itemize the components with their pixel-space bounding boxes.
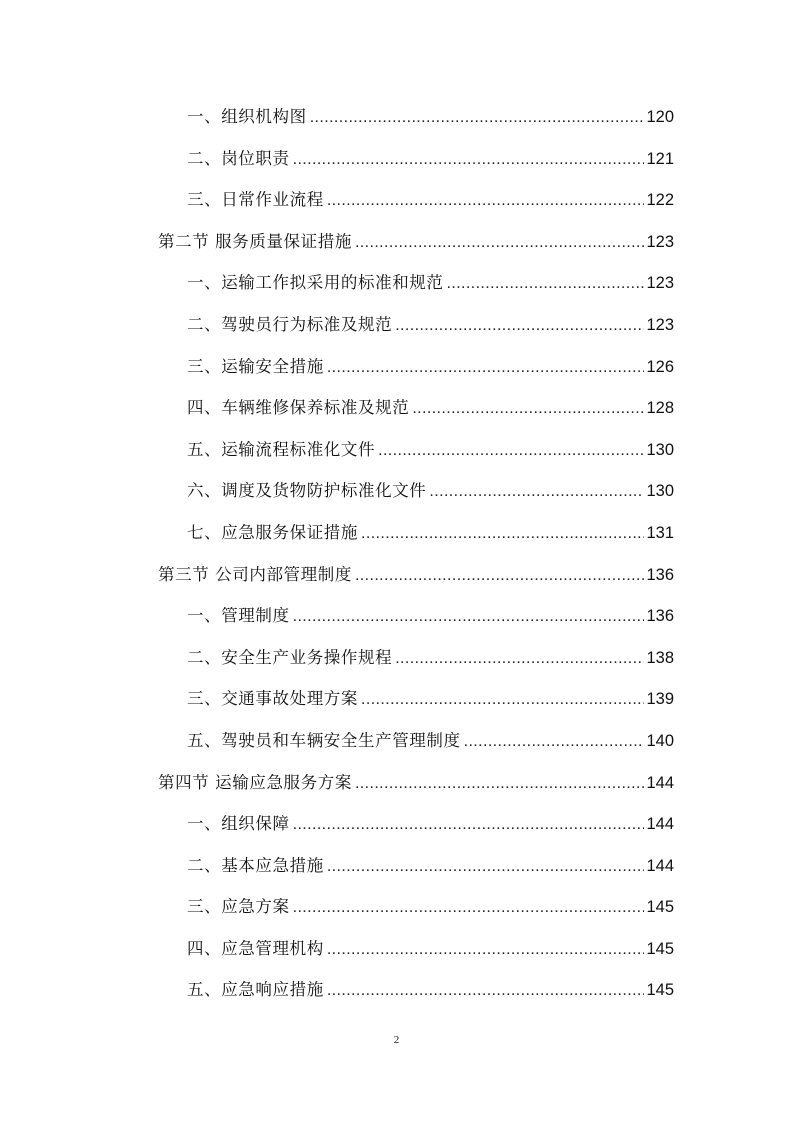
toc-entry[interactable]: [158, 969, 674, 1011]
toc-entry-page: 126: [646, 357, 674, 376]
toc-leader-dots: [429, 471, 644, 513]
toc-entry-page: 130: [646, 482, 674, 501]
toc-entry-page: 120: [646, 108, 674, 126]
toc-leader-dots: [310, 97, 645, 139]
toc-entry-title: 三、日常作业流程: [187, 190, 324, 210]
toc-entry-title: 二、岗位职责: [187, 148, 290, 168]
toc-entry-page: 145: [646, 898, 674, 917]
toc-entry-title: 第三节 公司内部管理制度: [158, 564, 352, 584]
toc-entry[interactable]: [158, 262, 674, 304]
toc-entry-page: 138: [646, 648, 674, 667]
toc-leader-dots: [293, 139, 645, 181]
toc-entry-title: 一、运输工作拟采用的标准和规范: [187, 273, 444, 293]
toc-entry[interactable]: [158, 803, 674, 845]
toc-entry-title: 四、应急管理机构: [187, 938, 324, 958]
toc-leader-dots: [293, 596, 645, 638]
toc-entry[interactable]: [158, 429, 674, 471]
toc-entry[interactable]: [158, 720, 674, 762]
page-number: 2: [393, 1034, 400, 1046]
table-of-contents: [158, 96, 674, 1011]
toc-entry-title: 一、组织保障: [187, 814, 290, 834]
toc-entry-title: 五、应急响应措施: [187, 980, 324, 1000]
toc-entry-page: 139: [646, 690, 674, 709]
toc-section-heading[interactable]: [158, 762, 674, 804]
toc-leader-dots: [327, 929, 645, 971]
toc-section-heading[interactable]: [158, 554, 674, 596]
toc-entry-title: 第四节 运输应急服务方案: [158, 772, 352, 792]
toc-leader-dots: [327, 180, 645, 222]
toc-leader-dots: [378, 430, 644, 472]
toc-leader-dots: [361, 513, 644, 555]
toc-entry-page: 136: [646, 607, 674, 626]
toc-leader-dots: [355, 555, 645, 597]
toc-leader-dots: [355, 222, 645, 264]
toc-leader-dots: [361, 679, 644, 721]
toc-entry-title: 一、组织机构图: [187, 107, 307, 126]
toc-entry-page: 128: [646, 399, 674, 418]
toc-entry[interactable]: [158, 886, 674, 928]
toc-entry-page: 136: [646, 565, 674, 584]
toc-entry[interactable]: [158, 387, 674, 429]
toc-entry-page: 130: [646, 440, 674, 459]
toc-entry-title: 二、基本应急措施: [187, 855, 324, 875]
toc-entry-title: 二、安全生产业务操作规程: [187, 647, 393, 667]
toc-entry[interactable]: [158, 179, 674, 221]
toc-entry[interactable]: [158, 470, 674, 512]
toc-entry-title: 三、运输安全措施: [187, 356, 324, 376]
toc-entry[interactable]: [158, 138, 674, 180]
toc-entry-title: 三、交通事故处理方案: [187, 689, 358, 709]
toc-entry-page: 122: [646, 191, 674, 210]
toc-leader-dots: [355, 763, 645, 805]
toc-entry-page: 140: [646, 731, 674, 750]
toc-entry[interactable]: [158, 845, 674, 887]
toc-entry[interactable]: [158, 928, 674, 970]
toc-entry-title: 五、驾驶员和车辆安全生产管理制度: [187, 730, 461, 750]
toc-leader-dots: [293, 804, 645, 846]
toc-entry[interactable]: [158, 637, 674, 679]
toc-entry-page: 123: [646, 232, 674, 251]
toc-leader-dots: [327, 846, 645, 888]
toc-entry[interactable]: [158, 304, 674, 346]
toc-entry-page: 145: [646, 939, 674, 958]
toc-entry-title: 七、应急服务保证措施: [187, 522, 358, 542]
toc-leader-dots: [327, 970, 645, 1012]
toc-entry-page: 144: [646, 773, 674, 792]
toc-entry[interactable]: [158, 595, 674, 637]
toc-entry-page: 145: [646, 981, 674, 1000]
toc-section-heading[interactable]: [158, 221, 674, 263]
toc-entry-page: 123: [646, 315, 674, 334]
toc-entry-title: 五、运输流程标准化文件: [187, 439, 376, 459]
toc-leader-dots: [395, 638, 644, 680]
toc-entry[interactable]: [158, 512, 674, 554]
toc-entry-title: 第二节 服务质量保证措施: [158, 231, 352, 251]
toc-entry-title: 一、管理制度: [187, 606, 290, 626]
toc-entry-page: 144: [646, 815, 674, 834]
toc-entry-title: 四、车辆维修保养标准及规范: [187, 398, 410, 418]
toc-leader-dots: [327, 347, 645, 389]
toc-leader-dots: [464, 721, 645, 763]
toc-entry-page: 131: [646, 523, 674, 542]
toc-entry[interactable]: [158, 678, 674, 720]
toc-entry[interactable]: [158, 96, 674, 138]
toc-entry[interactable]: [158, 346, 674, 388]
toc-entry-page: 144: [646, 856, 674, 875]
toc-leader-dots: [412, 388, 644, 430]
toc-entry-page: 121: [646, 149, 674, 168]
toc-leader-dots: [447, 263, 645, 305]
toc-entry-title: 三、应急方案: [187, 897, 290, 917]
toc-leader-dots: [293, 887, 645, 929]
toc-entry-title: 二、驾驶员行为标准及规范: [187, 314, 393, 334]
toc-leader-dots: [395, 305, 644, 347]
toc-entry-title: 六、调度及货物防护标准化文件: [187, 481, 427, 501]
toc-entry-page: 123: [646, 274, 674, 293]
